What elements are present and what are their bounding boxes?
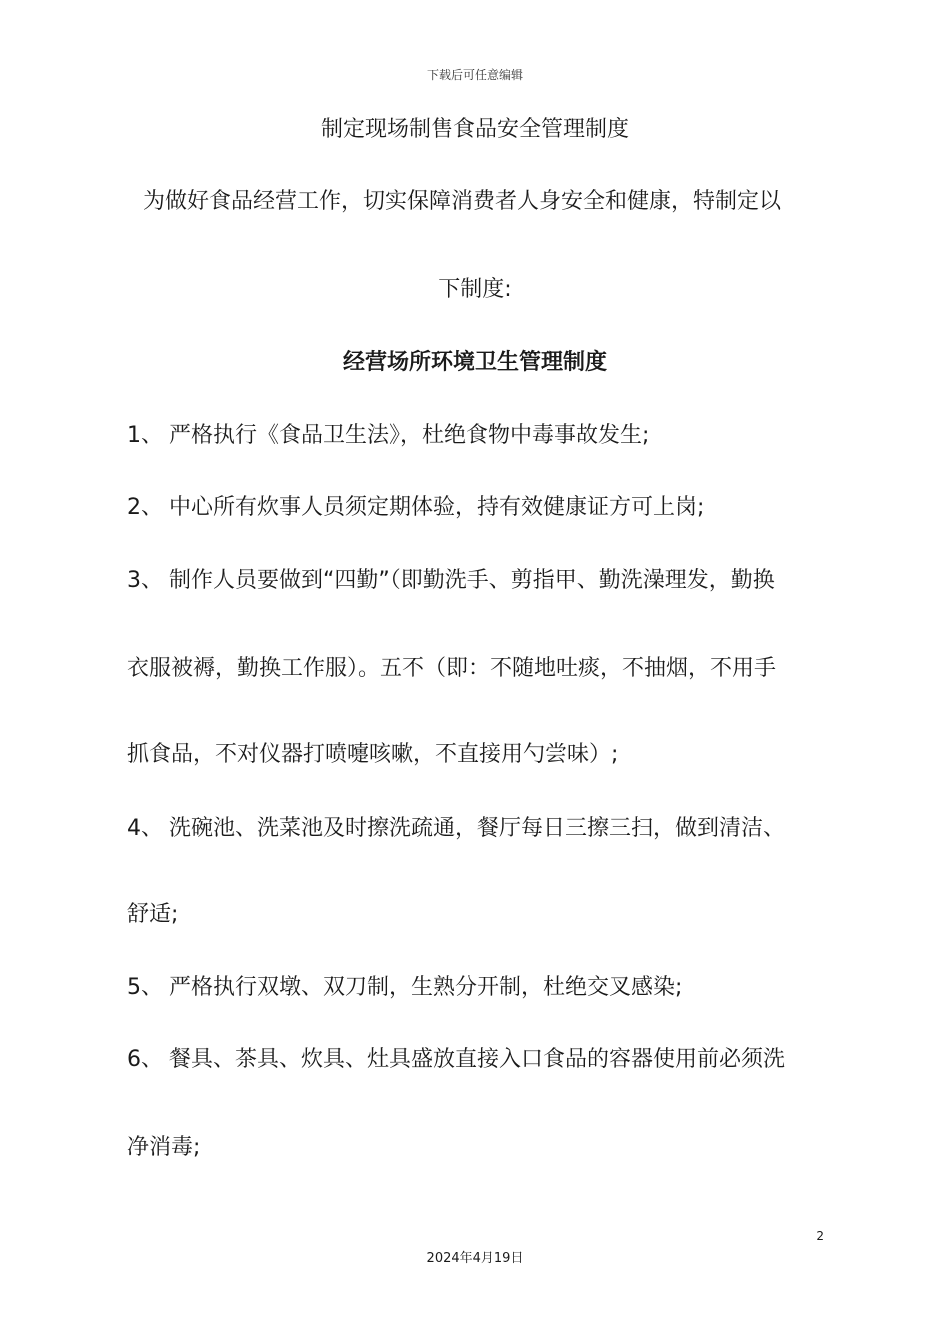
- item-number: 5、: [127, 975, 163, 1000]
- item-number: 2、: [127, 495, 163, 520]
- list-item-1: [127, 418, 649, 449]
- footer-date: 2024年4月19日: [426, 1251, 524, 1266]
- item-text: 中心所有炊事人员须定期体验，持有效健康证方可上岗;: [169, 495, 705, 520]
- item-number: 4、: [127, 816, 163, 841]
- list-item-3-continuation: 抓食品，不对仪器打喷嚏咳嗽，不直接用勺尝味）;: [127, 742, 619, 767]
- document-title: 制定现场制售食品安全管理制度: [320, 117, 629, 142]
- header-note: 下载后可任意编辑: [426, 68, 523, 82]
- list-item-4-continuation: 舒适;: [127, 902, 179, 927]
- item-number: 3、: [127, 568, 163, 593]
- list-item-6-continuation: 净消毒;: [127, 1135, 201, 1160]
- item-text: 制作人员要做到“四勤”（即勤洗手、剪指甲、勤洗澡理发，勤换: [169, 568, 775, 593]
- list-item-6: [127, 1042, 785, 1073]
- item-text: 餐具、茶具、炊具、灶具盛放直接入口食品的容器使用前必须洗: [169, 1047, 786, 1072]
- item-text: 严格执行双墩、双刀制，生熟分开制，杜绝交叉感染;: [169, 975, 683, 1000]
- list-item-3-continuation: 衣服被褥，勤换工作服）。五不（即：不随地吐痰，不抽烟，不用手: [127, 656, 777, 681]
- section-title: 经营场所环境卫生管理制度: [342, 350, 607, 375]
- item-text: 洗碗池、洗菜池及时擦洗疏通，餐厅每日三擦三扫，做到清洁、: [169, 816, 786, 841]
- list-item-4: [127, 811, 785, 842]
- intro-line-2: 下制度:: [438, 277, 512, 302]
- list-item-2: [127, 490, 704, 521]
- intro-line-1: 为做好食品经营工作，切实保障消费者人身安全和健康，特制定以: [143, 189, 782, 214]
- item-text: 严格执行《食品卫生法》，杜绝食物中毒事故发生;: [169, 423, 650, 448]
- item-number: 1、: [127, 423, 163, 448]
- page-number: 2: [816, 1229, 824, 1243]
- list-item-3: [127, 563, 775, 594]
- item-number: 6、: [127, 1047, 163, 1072]
- list-item-5: [127, 970, 682, 1001]
